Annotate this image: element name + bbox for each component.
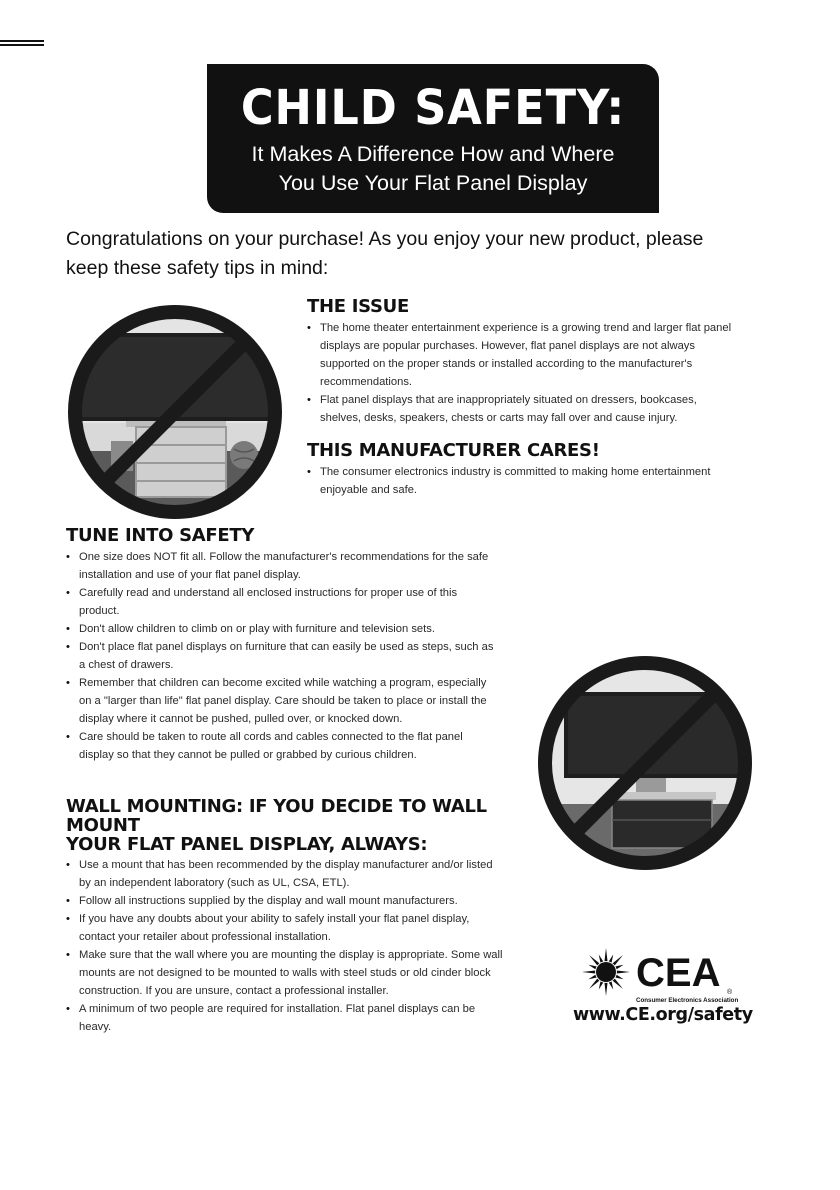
issue-heading: THE ISSUE <box>307 296 409 317</box>
cea-starburst-icon <box>582 948 630 996</box>
starburst-ray <box>588 965 596 970</box>
list-item: • If you have any doubts about your ability to safely install your flat panel display, contact your retailer about professional installation. <box>66 910 506 946</box>
starburst-ray <box>604 983 607 996</box>
list-item: • Don't place flat panel displays on furniture that can easily be used as steps, such as a chest of drawers. <box>66 638 496 674</box>
wall-heading <box>66 797 506 854</box>
list-item: • Use a mount that has been recommended by the display manufacturer and/or listed by an independent laboratory (such as UL, CSA, ETL). <box>66 856 506 892</box>
intro-line2: keep these safety tips in mind: <box>66 257 329 279</box>
list-item: • Make sure that the wall where you are mounting the display is appropriate. Some wall mounts are not designed to be mounted to walls with steel studs or old cinder block construction. If you are unsure, contact a professional installer. <box>66 946 506 1000</box>
cea-wordmark: CEA <box>636 951 721 995</box>
starburst-ray <box>589 955 599 965</box>
cea-registered-mark: ® <box>727 989 733 996</box>
list-item: • The home theater entertainment experience is a growing trend and larger flat panel displays are popular purchases. However, flat panel displays are not always supported on the proper stands or installed according to the manufacturer's recommendations. <box>307 319 737 391</box>
list-item: • A minimum of two people are required for installation. Flat panel displays can be heavy. <box>66 1000 506 1036</box>
no-tv-on-dresser-icon <box>66 303 284 521</box>
starburst-ray <box>599 981 604 989</box>
starburst-ray <box>609 981 614 989</box>
section-the-issue <box>307 296 737 427</box>
wall-heading-line2: YOUR FLAT PANEL DISPLAY, ALWAYS: <box>66 834 428 855</box>
starburst-ray <box>615 965 623 970</box>
cea-logo <box>578 946 748 1008</box>
wall-heading-line1: WALL MOUNTING: IF YOU DECIDE TO WALL MOUNT <box>66 796 487 836</box>
starburst-ray <box>604 948 607 961</box>
list-item: • One size does NOT fit all. Follow the manufacturer's recommendations for the safe installation and use of your flat panel display. <box>66 548 496 584</box>
no-tv-on-stand-icon <box>536 654 754 872</box>
list-item: • Follow all instructions supplied by the display and wall mount manufacturers. <box>66 892 506 910</box>
cea-tagline: Consumer Electronics Association <box>636 997 739 1004</box>
list-item: • Flat panel displays that are inappropriately situated on dressers, bookcases, shelves, desks, speakers, chests or carts may fall over and cause injury. <box>307 391 737 427</box>
title-banner <box>207 64 659 213</box>
intro-text <box>66 225 766 283</box>
starburst-ray <box>613 955 623 965</box>
banner-subtitle-line1: It Makes A Difference How and Where <box>251 142 615 166</box>
starburst-ray <box>599 954 604 962</box>
banner-subtitle-line2: You Use Your Flat Panel Display <box>278 171 588 195</box>
cares-heading: THIS MANUFACTURER CARES! <box>307 440 600 461</box>
list-item: • The consumer electronics industry is committed to making home entertainment enjoyable and safe. <box>307 463 737 499</box>
list-item: • Carefully read and understand all enclosed instructions for proper use of this product. <box>66 584 496 620</box>
wall-list <box>66 856 506 1036</box>
section-manufacturer-cares <box>307 440 737 499</box>
cea-url: www.CE.org/safety <box>573 1005 753 1025</box>
banner-subtitle <box>207 140 659 198</box>
starburst-ray <box>582 970 595 973</box>
starburst-ray <box>613 979 623 989</box>
starburst-ray <box>615 975 623 980</box>
issue-list <box>307 319 737 427</box>
tune-heading: TUNE INTO SAFETY <box>66 525 255 546</box>
list-item: • Don't allow children to climb on or play with furniture and television sets. <box>66 620 496 638</box>
list-item: • Remember that children can become excited while watching a program, especially on a "larger than life" flat panel display. Care should be taken to place or install the display where it cannot be pushed, pulled over, or knocked down. <box>66 674 496 728</box>
banner-title: CHILD SAFETY: <box>240 80 626 136</box>
list-item: • Care should be taken to route all cords and cables connected to the flat panel display so that they cannot be pulled or grabbed by curious children. <box>66 728 496 764</box>
tune-list <box>66 548 496 764</box>
starburst-ray <box>609 954 614 962</box>
section-wall-mounting <box>66 797 506 1036</box>
starburst-ray <box>588 975 596 980</box>
starburst-ray <box>589 979 599 989</box>
cares-list <box>307 463 737 499</box>
corner-rule <box>0 40 44 46</box>
section-tune-into-safety <box>66 525 496 764</box>
starburst-ray <box>617 970 630 973</box>
intro-line1: Congratulations on your purchase! As you enjoy your new product, please <box>66 228 704 250</box>
